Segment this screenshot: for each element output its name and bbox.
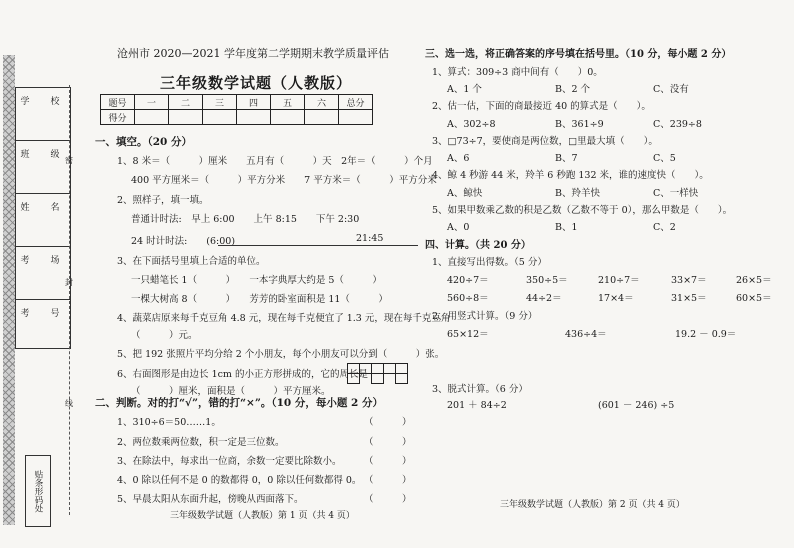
choice-1-a: A、1 个 [447,84,482,95]
section-2-heading: 二、判断。对的打“√”，错的打“×”。（10 分，每小题 2 分） [95,397,383,409]
calc-3-item: (601 － 246) ÷5 [598,400,675,411]
judge-1: 1、310÷6＝50……1。 [117,417,221,428]
choice-3-b: B、7 [555,153,578,164]
score-cell[interactable] [169,110,203,125]
calc-1-item: 350÷5＝ [526,275,568,286]
calc-1-item: 560÷8＝ [447,293,489,304]
choice-3: 3、□73÷7，要使商是两位数，□里最大填（ ）。 [432,136,658,147]
question-2b: 24 时计时法: (6:00) [131,236,236,247]
question-6a: 6、右面图形是由边长 1cm 的小正方形拼成的，它的周长是 [117,369,368,380]
score-value-row: 得分 [101,110,373,125]
judge-5-answer[interactable]: （ ） [364,494,412,505]
figure-cell [371,373,384,384]
choice-4-b: B、羚羊快 [555,188,600,199]
seal-char-feng: 封 [65,278,73,287]
score-cell[interactable] [203,110,237,125]
calc-1-item: 60×5＝ [736,293,772,304]
judge-2: 2、两位数乘两位数，积一定是三位数。 [117,437,285,448]
choice-4-a: A、鲸快 [447,188,483,199]
judge-1-answer[interactable]: （ ） [364,417,412,428]
choice-3-a: A、6 [447,153,470,164]
calc-1-item: 44÷2＝ [526,293,562,304]
barcode-area: 贴条形码处 [25,455,51,527]
page-title: 三年级数学试题（人教版） [160,74,353,92]
choice-1-b: B、2 个 [555,84,591,95]
question-4a: 4、蔬菜店原来每千克豆角 4.8 元，现在每千克便宜了 1.3 元，现在每千克豆角 [117,313,451,324]
section-1-heading: 一、填空。（20 分） [95,136,193,148]
score-cell[interactable] [135,110,169,125]
calc-2-heading: 2、用竖式计算。（9 分） [432,311,538,322]
choice-2-c: C、239÷8 [653,119,702,130]
choice-3-c: C、5 [653,153,676,164]
figure-cell [395,373,408,384]
exam-header: 沧州市 2020—2021 学年度第二学期期末教学质量评估 [117,47,389,60]
student-info-box [15,87,71,349]
score-cell[interactable] [237,110,271,125]
judge-5: 5、早晨太阳从东面升起，傍晚从西面落下。 [117,494,304,505]
question-3: 3、在下面括号里填上合适的单位。 [117,256,266,267]
score-cell[interactable] [305,110,339,125]
calc-1-item: 420÷7＝ [447,275,489,286]
question-1a: 1、8 米＝（ ）厘米 五月有（ ）天 2年＝（ ）个月 [117,156,433,167]
calc-1-item: 26×5＝ [736,275,772,286]
score-cell[interactable] [339,110,373,125]
choice-2-a: A、302÷8 [447,119,496,130]
calc-1-heading: 1、直接写出得数。（5 分） [432,257,547,268]
choice-2: 2、估一估，下面的商最接近 40 的算式是（ ）。 [432,101,651,112]
calc-1-item: 17×4＝ [598,293,634,304]
section-3-heading: 三、选一选，将正确答案的序号填在括号里。（10 分，每小题 2 分） [425,49,732,60]
question-1b: 400 平方厘米＝（ ）平方分米 7 平方米＝（ ）平方分米 [131,175,437,186]
question-3b: 一棵大树高 8（ ） 芳芳的卧室面积是 11（ ） [131,294,388,305]
judge-4: 4、0 除以任何不是 0 的数都得 0，0 除以任何数都得 0。 [117,475,362,486]
security-pattern [3,55,15,525]
judge-3-answer[interactable]: （ ） [364,456,412,467]
section-4-heading: 四、计算。（共 20 分） [425,240,531,251]
seal-line [69,85,70,515]
info-row-room: 考 场 [16,247,70,300]
question-2a: 普通计时法: 早上 6:00 上午 8:15 下午 2:30 [131,214,360,225]
choice-5-c: C、2 [653,222,676,233]
seal-char-mi: 密 [65,156,73,165]
info-row-class: 班 级 [16,141,70,194]
blank-line [218,245,418,246]
info-row-name: 姓 名 [16,194,70,247]
calc-3-item: 201 ＋ 84÷2 [447,400,507,411]
score-table [100,94,373,125]
calc-1-item: 210÷7＝ [598,275,640,286]
calc-1-item: 33×7＝ [671,275,707,286]
score-header-row: 题号 一 二 三 四 五 六 总分 [101,95,373,110]
info-row-number: 考 号 [20,309,66,319]
choice-5: 5、如果甲数乘乙数的积是乙数（乙数不等于 0），那么甲数是（ ）。 [432,205,733,216]
figure-cell [347,373,360,384]
choice-1-c: C、没有 [653,84,689,95]
seal-char-xian: 线 [65,399,73,408]
choice-5-a: A、0 [447,222,470,233]
choice-2-b: B、361÷9 [555,119,604,130]
calc-2-item: 65×12＝ [447,329,489,340]
binding-strip [3,55,73,525]
judge-4-answer[interactable]: （ ） [364,475,412,486]
question-4b: （ ）元。 [131,330,198,341]
question-5: 5、把 192 张照片平均分给 2 个小朋友，每个小朋友可以分到（ ）张。 [117,349,445,360]
question-3a: 一只蜡笔长 1（ ） 一本字典厚大约是 5（ ） [131,275,382,286]
page-1-footer: 三年级数学试题（人教版）第 1 页（共 4 页） [170,511,355,521]
judge-3: 3、在除法中，每求出一位商，余数一定要比除数小。 [117,456,342,467]
choice-4: 4、鲸 4 秒游 44 米，羚羊 6 秒跑 132 米，谁的速度快（ ）。 [432,170,709,181]
question-2b-end: 21:45 [356,233,384,244]
choice-5-b: B、1 [555,222,578,233]
calc-2-item: 19.2 － 0.9＝ [675,329,737,340]
choice-1: 1、算式：309÷3 商中间有（ ）0。 [432,67,603,78]
calc-2-item: 436÷4＝ [565,329,607,340]
page-2-footer: 三年级数学试题（人教版）第 2 页（共 4 页） [500,500,685,510]
score-cell[interactable] [271,110,305,125]
judge-2-answer[interactable]: （ ） [364,437,412,448]
question-2: 2、照样子，填一填。 [117,195,209,206]
calc-3-heading: 3、脱式计算。（6 分） [432,384,528,395]
choice-4-c: C、一样快 [653,188,699,199]
question-6b: （ ）厘米，面积是（ ）平方厘米。 [131,386,331,397]
calc-1-item: 31×5＝ [671,293,707,304]
info-row-school: 学 校 [16,88,70,141]
